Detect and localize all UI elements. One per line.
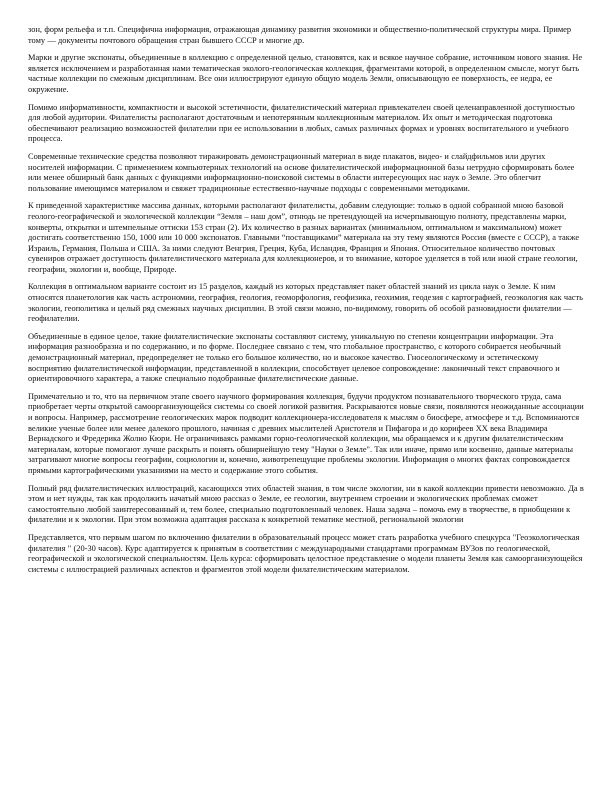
paragraph-6: Коллекция в оптимальном варианте состоит из 15 разделов, каждый из которых представляет пакет областей знаний из цикла наук о Земле. К ним относятся планетология как часть астрономии, география, геология, геоморфология, геофизика, геохимия, геодезия с картографией, геоэкология как часть экологии, геополитика и целый ряд смежных научных дисциплин. В этой связи можно, по-видимому, говорить об особой разновидности филателии — геофилателии. — [28, 282, 583, 324]
paragraph-1: зон, форм рельефа и т.п. Специфична информация, отражающая динамику развития экономики и общественно-политической структуры мира. Пример тому — документы почтового обращения стран бывшего СССР и многие др. — [28, 25, 572, 45]
paragraph-5: К приведенной характеристике массива данных, которыми располагают филателисты, добавим следующие: только в одной собранной мною базовой геолого-географической и экологической коллекции “Земля – наш дом”, отнюдь не претендующей на исчерпывающую полноту, представлены марки, конверты, открытки и штемпельные оттиски 153 стран (2). Их количество в разных вариантах (минимальном, оптимальном и максимальном) может достигать соответственно 150, 1000 или 10 000 экспонатов. Главными “поставщиками” материала на эту тему являются Россия (вместе с СССР), а также Израиль, Германия, Польша и США. За ними следуют Венгрия, Греция, Куба, Исландия, Франция и Япония. Относительное количество почтовых сувениров отражает доступность филателистического материала для коллекционеров, и то внимание, которое уделяется в той или иной стране геологии, географии, экологии и, вообще, Природе. — [28, 201, 580, 274]
paragraph-9: Полный ряд филателистических иллюстраций, касающихся этих областей знания, в том числе экологии, ни в какой коллекции привести невозможно. Да в этом и нет нужды, так как продолжить начатый мною рассказ о Земле, ее геологии, внутреннем строении и экологических проблемах сможет самостоятельно любой заинтересованный и, тем более, специально подготовленный человек. Наша задача – помочь ему в творчестве, в приобщении к филателии и к экологии. При этом возможна адаптация рассказа к конкретной тематике местной, региональной экологии — [28, 483, 584, 525]
paragraph-10: Представляется, что первым шагом по включению филателии в образовательный процесс может стать разработка учебного спецкурса "Геоэкологическая филателия " (20-30 часов). Курс адаптируется к принятым в соответствии с международными стандартами программам ВУЗов по геологической, географической и экологической специальностям. Цель курса: сформировать целостное представление о модели планеты Земля как самоорганизующейся системы с иллюстрацией различных аспектов и фрагментов этой модели филателистическим материалом. — [28, 532, 583, 574]
paragraph-4: Современные технические средства позволяют тиражировать демонстрационный материал в виде плакатов, видео- и слайдфильмов или других носителей информации. С применением компьютерных технологий на основе филателистической информационной базы нетрудно сформировать более или менее обширный банк данных с функциями информационно-поисковой системы в области интересующих нас наук о Земле. Это облегчит пользование имеющимся материалом и свяжет традиционные естественно-научные подходы с современными методиками. — [28, 151, 575, 193]
paragraph-3: Помимо информативности, компактности и высокой эстетичности, филателистический материал привлекателен своей целенаправленной доступностью для любой аудитории. Филателисты располагают достаточным и непотерянным коллекционным материалом. Их опыт и методическая подготовка обеспечивают реализацию возможностей филателии при ее использовании в любых, самых различных формах и уровнях воспитательного и учебного процесса. — [28, 102, 575, 144]
paragraph-8: Примечательно и то, что на первичном этапе своего научного формирования коллекция, будучи продуктом познавательного творческого труда, сама приобретает черты открытой самоорганизующейся системы со своей логикой развития. Раскрываются новые связи, появляются неожиданные ассоциации и вопросы. Например, рассмотрение геологических марок подводит коллекционера-исследователя к мыслям о биосфере, атмосфере и т.д. Вспоминаются великие ученые более или менее далекого прошлого, начиная с древних мыслителей Аристотеля и Пифагора и до корифеев XX века Владимира Вернадского и Фредерика Жолио Кюри. Не ограничиваясь рамками горно-геологической коллекции, мы обращаемся и к другим филателистическим материалам, которые помогают лучше раскрыть и понять обширнейшую тему "Науки о Земле". Так или иначе, прямо или косвенно, данные материалы затрагивают многие вопросы географии, социологии и, конечно, животрепещущие проблемы экологии. Информация о многих фактах сопровождается прямыми картографическими указаниями на место и содержание этого события. — [28, 391, 584, 475]
paragraph-7: Объединенные в единое целое, такие филателистические экспонаты составляют систему, уникальную по степени концентрации информации. Эта информация разнообразна и по содержанию, и по форме. Последнее связано с тем, что глобальное пространство, с которого собирается необычный демонстрационный материал, предопределяет не только его большое количество, но и высокое качество. Гносеологическому и эстетическому восприятию филателистической информации, представленной в коллекции, способствует целевое сопровождение: лаконичный текст справочного и ориентировочного характера, а также специально подобранные филателистические данные. — [28, 331, 561, 384]
paragraph-2: Марки и другие экспонаты, объединенные в коллекцию с определенной целью, становятся, как и всякое научное собрание, источником нового знания. Не является исключением и разработанная нами тематическая эколого-геологическая коллекция, фрагментами которой, в определенном смысле, могут быть частные коллекции по смежным дисциплинам. Все они иллюстрируют единую общую модель Земли, описывающую ее поверхность, ее недра, ее окружение. — [28, 53, 583, 94]
